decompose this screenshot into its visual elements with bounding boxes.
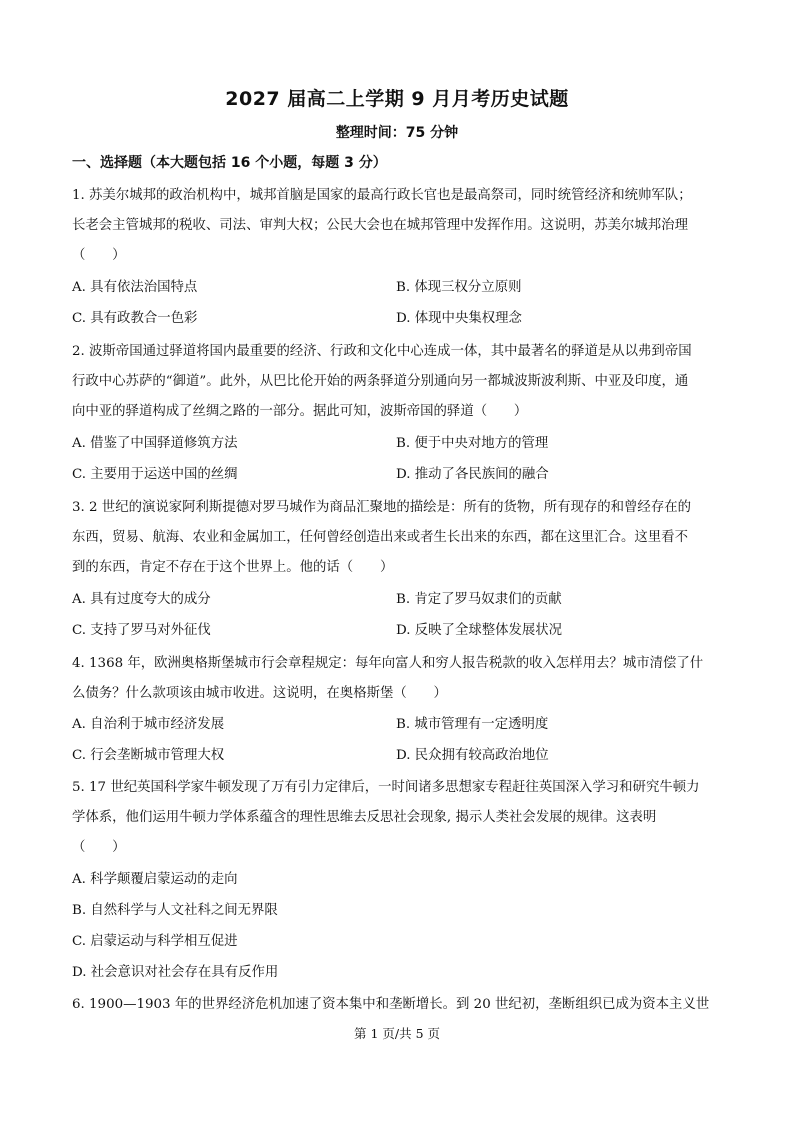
question-2-stem-line: 向中亚的驿道构成了丝绸之路的一部分。据此可知，波斯帝国的驿道（ ） (72, 404, 528, 419)
question-4-option-a[interactable]: A. 自治利于城市经济发展 (72, 717, 225, 732)
question-5-stem-line: 学体系，他们运用牛顿力学体系蕴含的理性思维去反思社会现象, 揭示人类社会发展的规律。这表明 (72, 810, 657, 825)
question-5-blank: （ ） (72, 840, 126, 855)
question-1-option-b[interactable]: B. 体现三权分立原则 (396, 280, 522, 295)
exam-title: 2027 届高二上学期 9 月月考历史试题 (225, 88, 569, 110)
question-4-option-b[interactable]: B. 城市管理有一定透明度 (396, 717, 549, 732)
page-number: 第 1 页/共 5 页 (353, 1026, 440, 1041)
question-5-stem-line: 5. 17 世纪英国科学家牛顿发现了万有引力定律后，一时间诸多思想家专程赶往英国深入学习和研究牛顿力 (72, 780, 700, 795)
question-4-option-c[interactable]: C. 行会垄断城市管理大权 (72, 748, 225, 763)
question-3-option-d[interactable]: D. 反映了全球整体发展状况 (396, 623, 563, 638)
question-3-stem-line: 东西，贸易、航海、农业和金属加工，任何曾经创造出来或者生长出来的东西，都在这里汇合。这里看不 (72, 530, 688, 545)
question-4-stem-line: 么债务？什么款项该由城市收进。这说明，在奥格斯堡（ ） (72, 686, 447, 701)
question-3-stem-line: 3. 2 世纪的演说家阿利斯提德对罗马城作为商品汇聚地的描绘是：所有的货物，所有现存的和曾经存在的 (72, 500, 691, 515)
question-6-stem-line: 6. 1900—1903 年的世界经济危机加速了资本集中和垄断增长。到 20 世纪初，垄断组织已成为资本主义世 (72, 997, 710, 1012)
question-1-option-c[interactable]: C. 具有政教合一色彩 (72, 311, 198, 326)
question-5-option-c[interactable]: C. 启蒙运动与科学相互促进 (72, 934, 238, 949)
question-4-stem-line: 4. 1368 年，欧洲奥格斯堡城市行会章程规定：每年向富人和穷人报告税款的收入怎样用去？城市清偿了什 (72, 656, 704, 671)
question-2-option-b[interactable]: B. 便于中央对地方的管理 (396, 436, 549, 451)
question-3-option-c[interactable]: C. 支持了罗马对外征伐 (72, 623, 211, 638)
question-5-option-b[interactable]: B. 自然科学与人文社科之间无界限 (72, 903, 278, 918)
question-2-stem-line: 2. 波斯帝国通过驿道将国内最重要的经济、行政和文化中心连成一体，其中最著名的驿道是从以弗到帝国 (72, 344, 692, 359)
question-4-option-d[interactable]: D. 民众拥有较高政治地位 (396, 748, 549, 763)
question-1-option-a[interactable]: A. 具有依法治国特点 (72, 280, 198, 295)
question-3-option-b[interactable]: B. 肯定了罗马奴隶们的贡献 (396, 592, 562, 607)
question-2-option-c[interactable]: C. 主要用于运送中国的丝绸 (72, 467, 238, 482)
question-2-option-d[interactable]: D. 推动了各民族间的融合 (396, 467, 549, 482)
question-1-option-d[interactable]: D. 体现中央集权理念 (396, 311, 522, 326)
question-1-stem-line: 长老会主管城邦的税收、司法、审判大权；公民大会也在城邦管理中发挥作用。这说明，苏美尔城邦治理 (72, 218, 688, 233)
section-heading: 一、选择题（本大题包括 16 个小题，每题 3 分） (72, 155, 387, 171)
question-2-stem-line: 行政中心苏萨的“御道”。此外，从巴比伦开始的两条驿道分别通向另一都城波斯波利斯、中亚及印度，通 (72, 374, 689, 389)
exam-time: 整理时间：75 分钟 (335, 125, 459, 141)
question-2-option-a[interactable]: A. 借鉴了中国驿道修筑方法 (72, 436, 238, 451)
question-3-option-a[interactable]: A. 具有过度夸大的成分 (72, 592, 211, 607)
question-5-option-d[interactable]: D. 社会意识对社会存在具有反作用 (72, 965, 279, 980)
question-3-stem-line: 到的东西，肯定不存在于这个世界上。他的话（ ） (72, 560, 394, 575)
question-1-blank: （ ） (72, 248, 126, 263)
question-1-stem-line: 1. 苏美尔城邦的政治机构中，城邦首脑是国家的最高行政长官也是最高祭司，同时统管经济和统帅军队； (72, 188, 692, 203)
question-5-option-a[interactable]: A. 科学颠覆启蒙运动的走向 (72, 872, 238, 887)
